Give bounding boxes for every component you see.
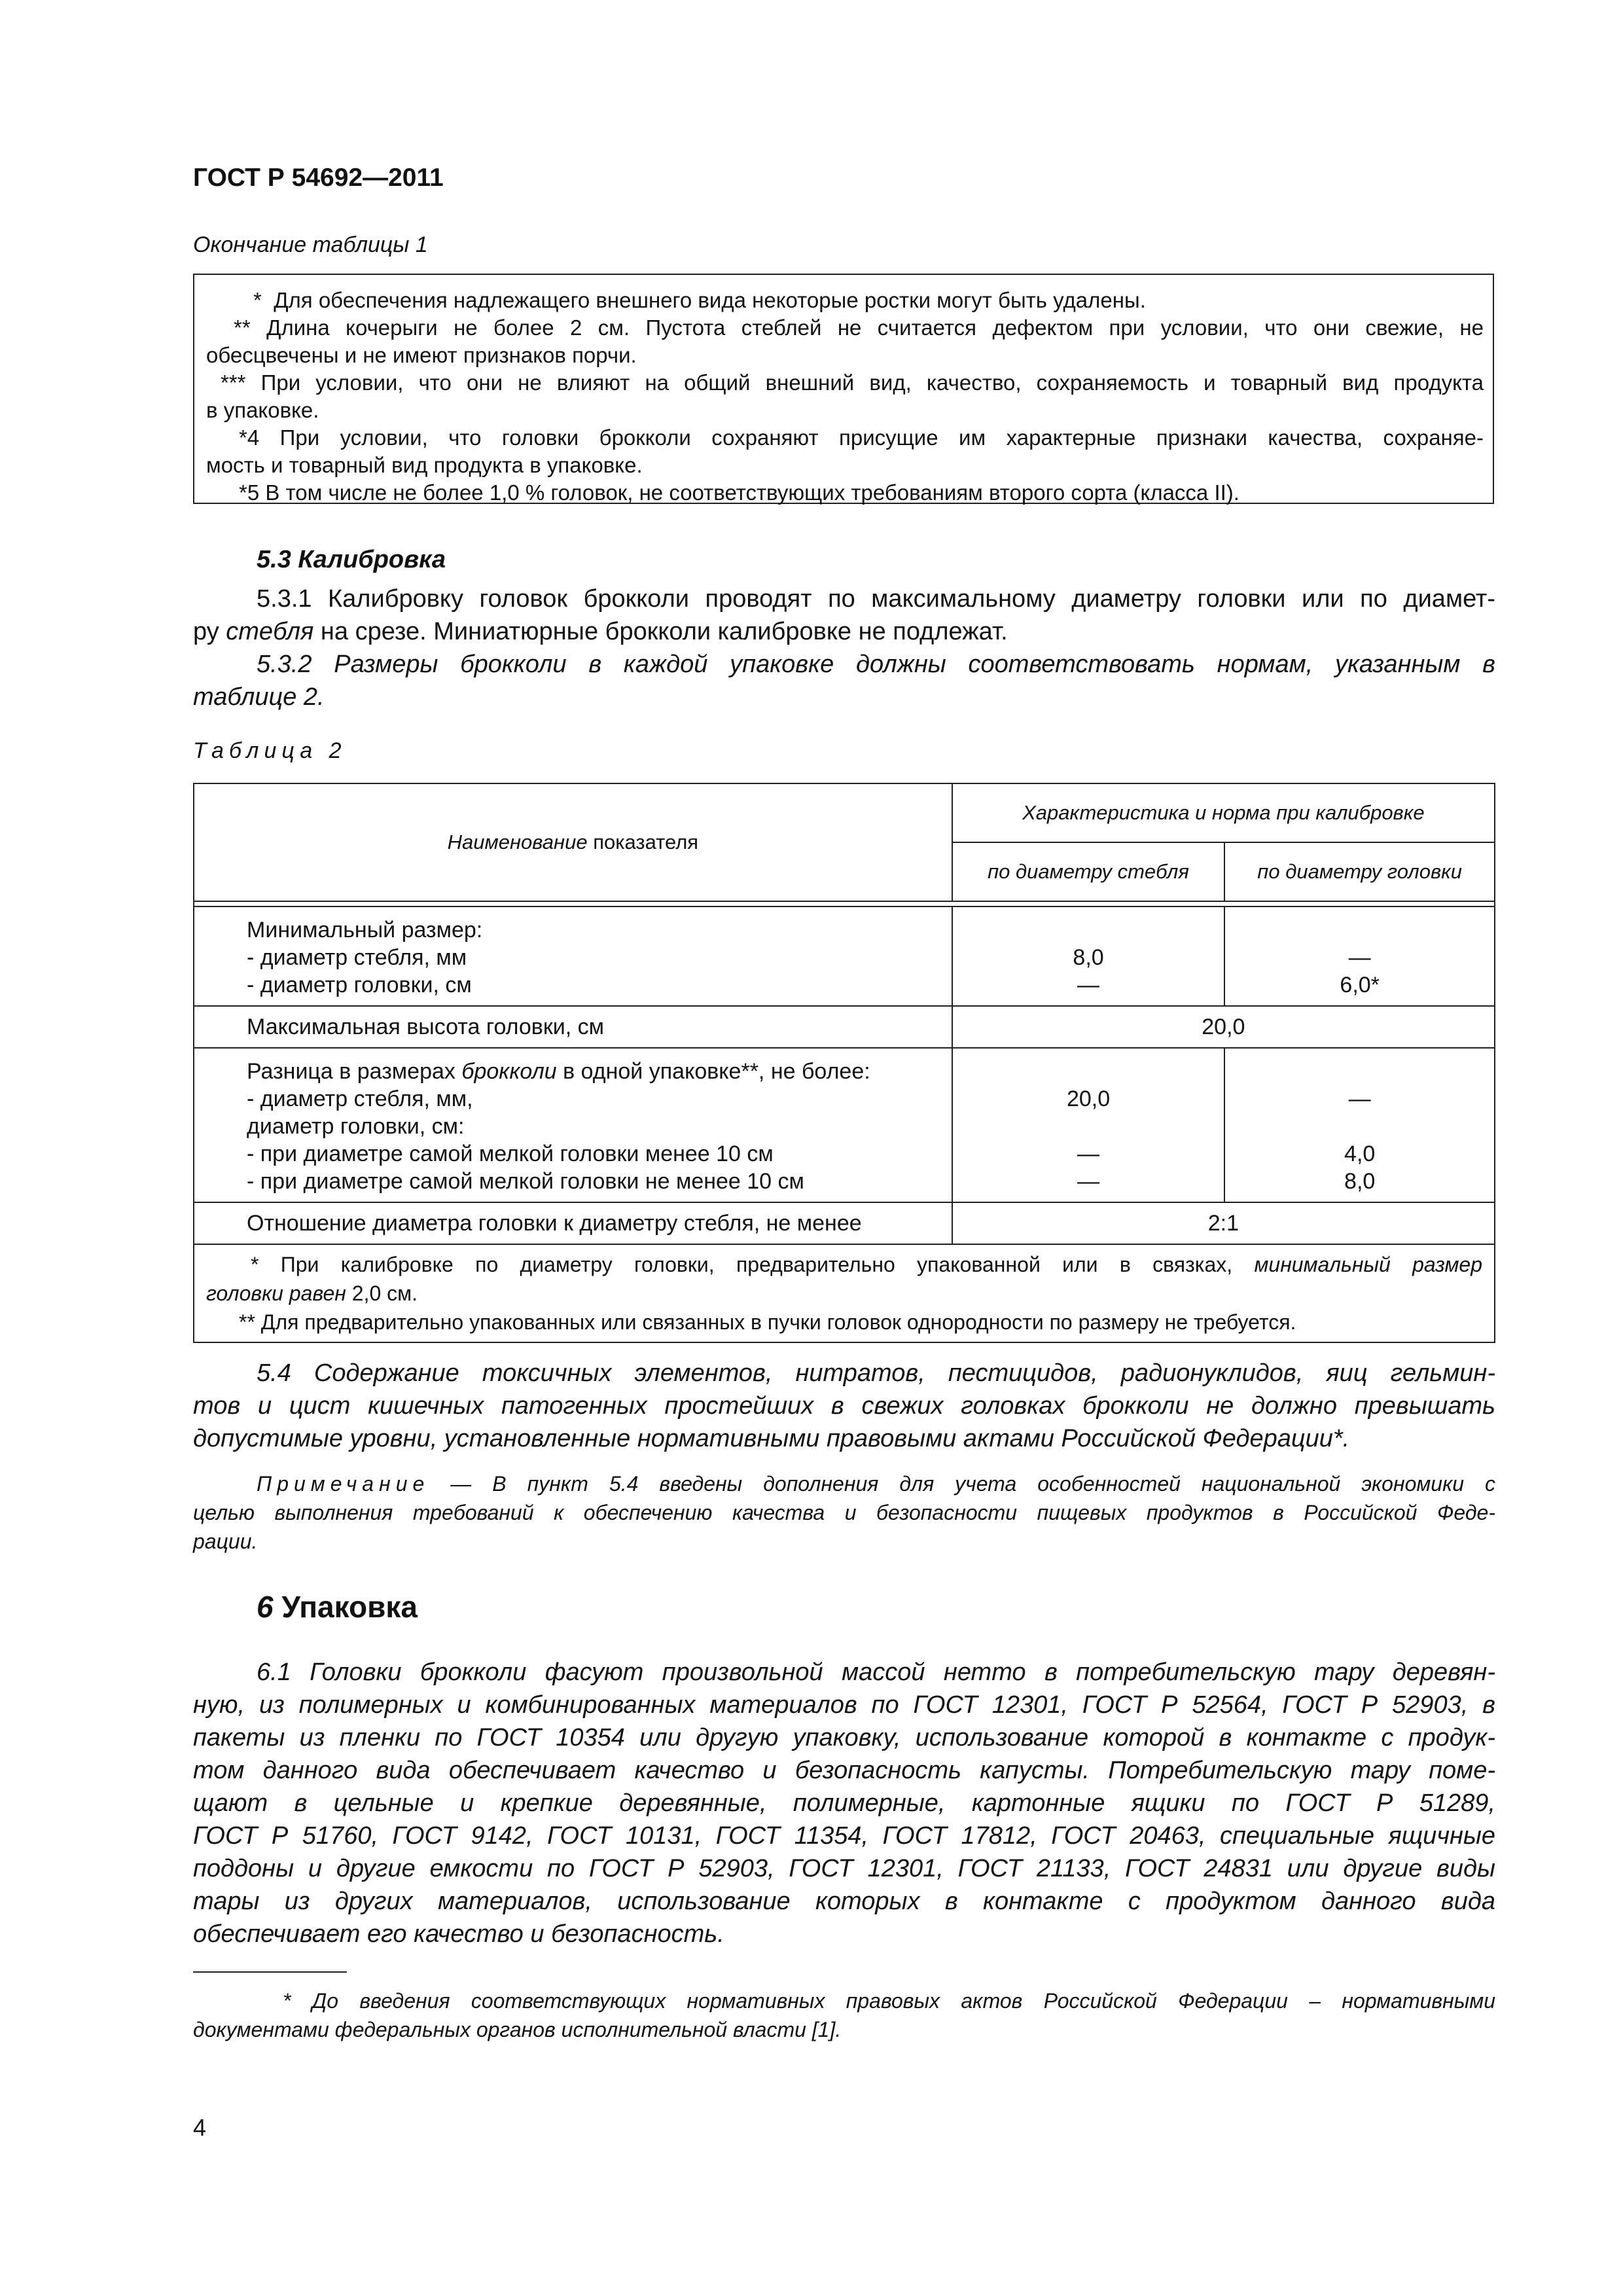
footnote-divider bbox=[193, 1971, 347, 1973]
para-5-4-line2: тов и цист кишечных патогенных простейших в свежих головках брокколи не должно превышать bbox=[193, 1392, 1495, 1420]
table1-footnotes-box bbox=[193, 274, 1494, 504]
note-5-4-line3: рации. bbox=[193, 1530, 258, 1553]
table-row bbox=[194, 906, 1495, 1006]
row3-stem: 20,0 — — bbox=[952, 1048, 1225, 1202]
table-2 bbox=[193, 783, 1495, 1343]
row1-stem: 8,0 — bbox=[952, 906, 1225, 1006]
table-row bbox=[194, 1202, 1495, 1244]
table1-end-caption: Окончание таблицы 1 bbox=[193, 232, 428, 257]
row2-value: 20,0 bbox=[952, 1006, 1495, 1048]
row2-name: Максимальная высота головки, см bbox=[194, 1006, 952, 1048]
table2-notes-row bbox=[194, 1244, 1495, 1342]
row3-name: Разница в размерах брокколи в одной упаковке**, не более: - диаметр стебля, мм, диаметр головки, см: - при диаметре самой мелкой головки менее 10 см - при диаметре самой мелкой головки не менее 10 см bbox=[194, 1048, 952, 1202]
row1-name: Минимальный размер: - диаметр стебля, мм - диаметр головки, см bbox=[194, 906, 952, 1006]
para-6-1-line2: ную, из полимерных и комбинированных материалов по ГОСТ 12301, ГОСТ Р 52564, ГОСТ Р 52903, в bbox=[193, 1691, 1495, 1719]
para-6-1-line3: пакеты из пленки по ГОСТ 10354 или другую упаковку, использование которой в контакте с продук- bbox=[193, 1724, 1495, 1751]
page-footnote-line1: * До введения соответствующих нормативных правовых актов Российской Федерации – нормативными bbox=[283, 1989, 1495, 2013]
table2-caption: Таблица 2 bbox=[193, 738, 347, 763]
table1-footnote-2-cont: обесцвечены и не имеют признаков порчи. bbox=[206, 343, 637, 367]
table-row bbox=[194, 1006, 1495, 1048]
table1-footnote-2: ** Длина кочерыги не более 2 см. Пустота стеблей не считается дефектом при условии, что они свежие, не bbox=[234, 315, 1484, 340]
table1-footnote-5: *5 В том числе не более 1,0 % головок, не соответствующих требованиям второго сорта (класса II). bbox=[239, 480, 1240, 505]
para-5-3-2-line2: таблице 2. bbox=[193, 683, 325, 711]
row3-head: — 4,0 8,0 bbox=[1224, 1048, 1495, 1202]
page-footnote-line2: документами федеральных органов исполнительной власти [1]. bbox=[193, 2018, 842, 2041]
para-6-1-line9: обеспечивает его качество и безопасность. bbox=[193, 1920, 724, 1948]
table-row bbox=[194, 1048, 1495, 1202]
para-6-1-line8: тары из других материалов, использование которых в контакте с продуктом данного вида bbox=[193, 1888, 1495, 1915]
para-5-3-1-line2: ру стебля на срезе. Миниатюрные брокколи калибровке не подлежат. bbox=[193, 618, 1008, 645]
row4-name: Отношение диаметра головки к диаметру стебля, не менее bbox=[194, 1202, 952, 1244]
para-5-3-2-line1: 5.3.2 Размеры брокколи в каждой упаковке должны соответствовать нормам, указанным в bbox=[257, 651, 1495, 678]
document-header: ГОСТ Р 54692—2011 bbox=[193, 164, 444, 192]
table1-footnote-3: *** При условии, что они не влияют на общий внешний вид, качество, сохраняемость и товарный вид продукта bbox=[221, 370, 1484, 395]
note-5-4-line1: Примечание — В пункт 5.4 введены дополнения для учета особенностей национальной экономики с bbox=[257, 1472, 1496, 1496]
para-6-1-line7: поддоны и другие емкости по ГОСТ Р 52903, ГОСТ 12301, ГОСТ 21133, ГОСТ 24831 или другие виды bbox=[193, 1855, 1495, 1882]
page-number: 4 bbox=[193, 2114, 207, 2141]
section-6-heading: 6 Упаковка bbox=[257, 1590, 418, 1624]
table1-footnote-4: *4 При условии, что головки брокколи сохраняют присущие им характерные признаки качества, сохраняе- bbox=[239, 425, 1484, 450]
para-5-4-line1: 5.4 Содержание токсичных элементов, нитратов, пестицидов, радионуклидов, яиц гельмин- bbox=[257, 1359, 1495, 1387]
para-6-1-line6: ГОСТ Р 51760, ГОСТ 9142, ГОСТ 10131, ГОСТ 11354, ГОСТ 17812, ГОСТ 20463, специальные ящичные bbox=[193, 1822, 1495, 1850]
para-6-1-line5: щают в цельные и крепкие деревянные, полимерные, картонные ящики по ГОСТ Р 51289, bbox=[193, 1789, 1495, 1817]
th-indicator-name: Наименование показателя bbox=[194, 783, 952, 901]
table1-footnote-1: * Для обеспечения надлежащего внешнего вида некоторые ростки могут быть удалены. bbox=[253, 288, 1146, 312]
section-5-3-heading: 5.3 Калибровка bbox=[257, 546, 446, 573]
header-separator bbox=[194, 901, 1495, 906]
table1-footnote-3-cont: в упаковке. bbox=[206, 398, 319, 422]
para-5-4-line3: допустимые уровни, установленные нормативными правовыми актами Российской Федерации*. bbox=[193, 1425, 1350, 1452]
table2-notes: * При калибровке по диаметру головки, предварительно упакованной или в связках, минимальный размер головки равен 2,0 см. ** Для предварительно упакованных или связанных в пучки головок однородности по размеру не требуется. bbox=[194, 1244, 1495, 1342]
th-by-head: по диаметру головки bbox=[1224, 842, 1495, 901]
th-calibration-group: Характеристика и норма при калибровке bbox=[952, 783, 1495, 842]
table1-footnote-4-cont: мость и товарный вид продукта в упаковке. bbox=[206, 453, 643, 477]
para-6-1-line1: 6.1 Головки брокколи фасуют произвольной массой нетто в потребительскую тару деревян- bbox=[257, 1659, 1495, 1686]
row4-value: 2:1 bbox=[952, 1202, 1495, 1244]
note-5-4-line2: целью выполнения требований к обеспечению качества и безопасности пищевых продуктов в Российской Феде- bbox=[193, 1501, 1495, 1524]
row1-head: — 6,0* bbox=[1224, 906, 1495, 1006]
th-by-stem: по диаметру стебля bbox=[952, 842, 1225, 901]
para-5-3-1-line1: 5.3.1 Калибровку головок брокколи проводят по максимальному диаметру головки или по диамет- bbox=[257, 585, 1495, 613]
para-6-1-line4: том данного вида обеспечивает качество и безопасность капусты. Потребительскую тару поме- bbox=[193, 1757, 1495, 1784]
